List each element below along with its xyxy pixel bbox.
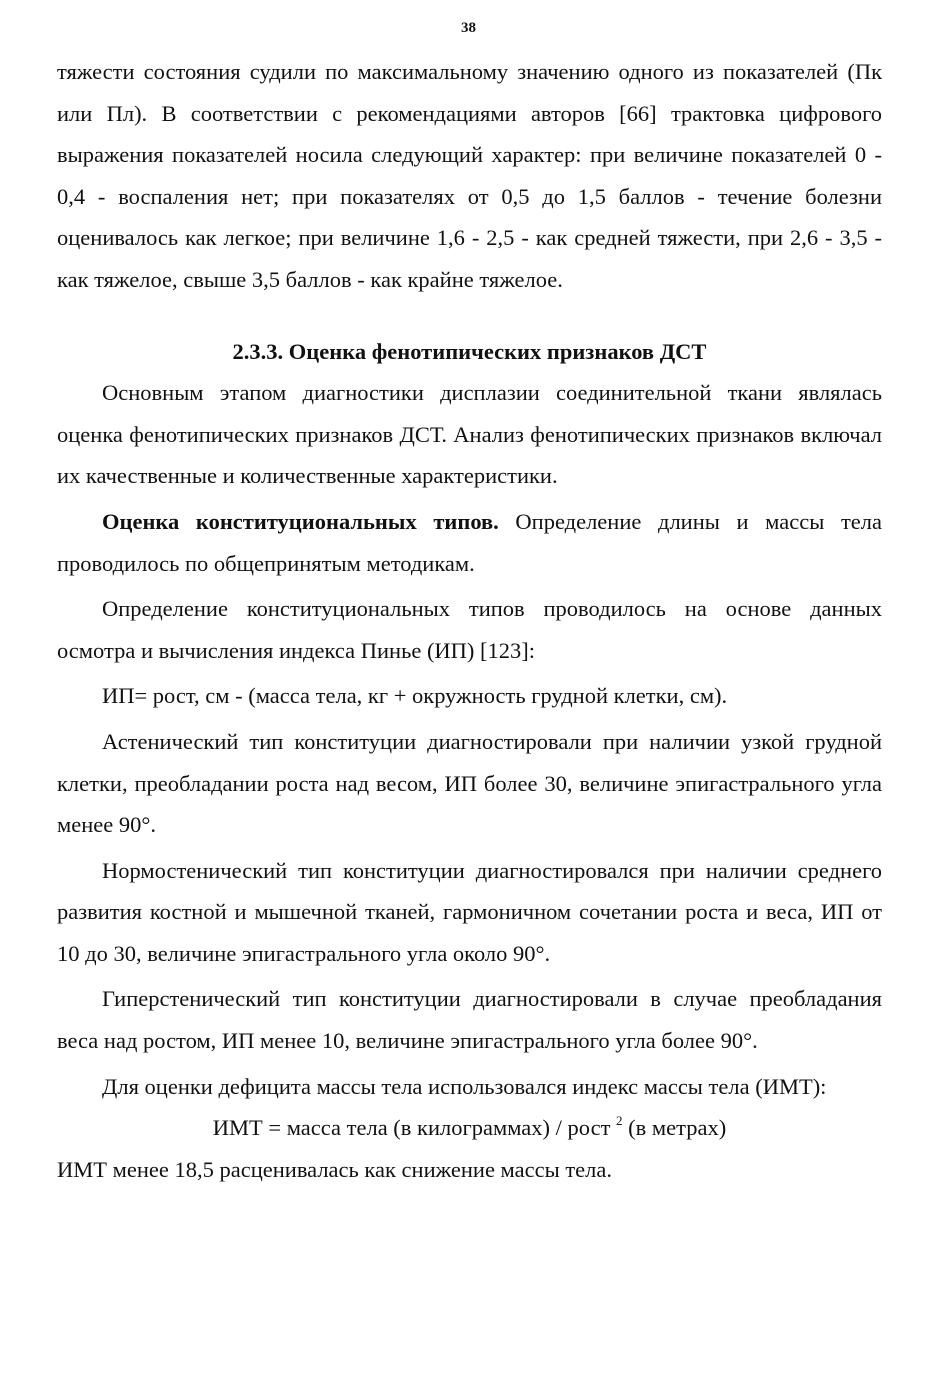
paragraph-pignet-index: Определение конституциональных типов проводилось на основе данных осмотра и вычисления индекса Пинье (ИП) [123]: — [57, 596, 882, 663]
section-heading: 2.3.3. Оценка фенотипических признаков ДСТ — [232, 338, 707, 364]
page-number: 38 — [461, 20, 476, 36]
paragraph-asthenic: Астенический тип конституции диагностировали при наличии узкой грудной клетки, преобладании роста над весом, ИП более 30, величине эпигастрального угла менее 90°. — [57, 728, 882, 838]
formula-bmi-right: (в метрах) — [622, 1115, 727, 1141]
paragraph-constitution-types — [57, 501, 882, 584]
formula-bmi — [57, 1107, 882, 1149]
formula-bmi-left: ИМТ = масса тела (в килограммах) / рост — [212, 1115, 617, 1141]
paragraph-severity-interpretation: тяжести состояния судили по максимальному значению одного из показателей (Пк или Пл). В соответствии с рекомендациями авторов [66] трактовка цифрового выражения показателей носила следующий характер: при величине показателей 0 - 0,4 - воспаления нет; при показателях от 0,5 до 1,5 баллов - течение болезни оценивалось как легкое; при величине 1,6 - 2,5 - как средней тяжести, при 2,6 - 3,5 - как тяжелое, свыше 3,5 баллов - как крайне тяжелое. — [57, 59, 882, 292]
formula-bmi-exponent: 2 — [616, 1113, 623, 1129]
paragraph-main-stage: Основным этапом диагностики дисплазии соединительной ткани являлась оценка фенотипических признаков ДСТ. Анализ фенотипических признаков включал их качественные и количественные характеристики. — [57, 380, 882, 489]
paragraph-lead-bold: Оценка конституциональных типов. — [102, 508, 499, 534]
paragraph-hypersthenic: Гиперстенический тип конституции диагностировали в случае преобладания веса над ростом, ИП менее 10, величине эпигастрального угла более 90°. — [57, 986, 882, 1054]
paragraph-bmi-threshold: ИМТ менее 18,5 расценивалась как снижение массы тела. — [57, 1156, 612, 1182]
paragraph-lead-rest: Определение длины и массы тела проводилось по общепринятым методикам. — [57, 508, 882, 576]
paragraph-normosthenic: Нормостенический тип конституции диагностировался при наличии среднего развития костной и мышечной тканей, гармоничном сочетании роста и веса, ИП от 10 до 30, величине эпигастрального угла около 90°. — [57, 857, 882, 966]
paragraph-bmi-intro: Для оценки дефицита массы тела использовался индекс массы тела (ИМТ): — [102, 1073, 827, 1099]
document-body — [57, 51, 882, 1190]
formula-pignet: ИП= рост, см - (масса тела, кг + окружность грудной клетки, см). — [102, 683, 728, 709]
